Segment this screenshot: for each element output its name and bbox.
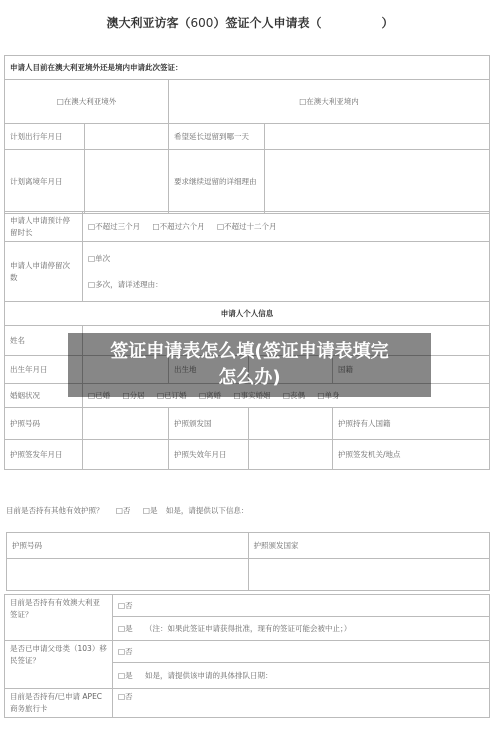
marital-engaged[interactable]: □已订婚 xyxy=(156,390,187,400)
form-title-num: 600 xyxy=(190,16,214,30)
issue-country-label: 护照颁发国 xyxy=(169,408,249,440)
dob-label: 出生年月日 xyxy=(5,356,83,384)
extend-reason-label: 要求继续逗留的详细理由 xyxy=(169,150,265,214)
aus-visa-label: 目前是否持有有效澳大利亚签证？ xyxy=(5,595,113,641)
other-passport-number-field[interactable] xyxy=(7,559,249,591)
form-title-end: ） xyxy=(381,16,394,30)
plan-leave-field[interactable] xyxy=(85,150,169,214)
other-passport-note: 如是，请提供以下信息： xyxy=(165,506,249,515)
location-question: 申请人目前在澳大利亚境外还是境内申请此次签证： xyxy=(5,56,490,80)
form-title-main: 澳大利亚访客（ xyxy=(106,16,191,30)
parent-visa-label: 是否已申请父母类（103）移民签证？ xyxy=(5,641,113,689)
entries-label: 申请人申请停留次数 xyxy=(5,242,83,302)
overlay-line-1: 签证申请表怎么填(签证申请表填完 xyxy=(110,341,389,362)
plan-depart-field[interactable] xyxy=(85,124,169,150)
issue-country-field[interactable] xyxy=(249,408,333,440)
other-passport-number-label: 护照号码 xyxy=(7,533,249,559)
overlay-line-2: 怎么办) xyxy=(218,367,281,388)
apec-no[interactable]: □否 xyxy=(113,689,490,718)
issue-date-label: 护照签发年月日 xyxy=(5,440,83,470)
parent-visa-yes[interactable]: □是 xyxy=(118,670,133,680)
other-passport-no[interactable]: □否 xyxy=(115,506,131,515)
other-passport-country-label: 护照颁发国家 xyxy=(248,533,490,559)
article-title-overlay xyxy=(68,333,431,397)
expiry-date-label: 护照失效年月日 xyxy=(169,440,249,470)
stay-6-months[interactable]: □不超过六个月 xyxy=(152,221,205,231)
marital-label: 婚姻状况 xyxy=(5,384,83,408)
parent-visa-note: 如是，请提供该申请的具体排队日期： xyxy=(144,670,273,680)
extend-reason-field[interactable] xyxy=(265,150,490,214)
plan-leave-label: 计划离境年月日 xyxy=(5,150,85,214)
expiry-date-field[interactable] xyxy=(249,440,333,470)
holder-nationality-label: 护照持有人国籍 xyxy=(333,408,490,440)
form-title xyxy=(0,14,500,31)
entries-multiple[interactable]: □多次，请详述理由： xyxy=(88,279,163,289)
marital-separated[interactable]: □分居 xyxy=(122,390,145,400)
aus-visa-no[interactable]: □否 xyxy=(113,595,490,617)
birthplace-label: 出生地 xyxy=(169,356,249,384)
entries-single[interactable]: □单次 xyxy=(88,253,111,263)
aus-visa-note: （注：如果此签证申请获得批准，现有的签证可能会被中止；） xyxy=(144,623,352,633)
form-title-mid: ）签证个人申请表（ xyxy=(213,16,322,30)
marital-married[interactable]: □已婚 xyxy=(88,390,111,400)
marital-divorced[interactable]: □离婚 xyxy=(198,390,222,400)
other-passport-yes[interactable]: □是 xyxy=(142,506,158,515)
stay-3-months[interactable]: □不超过三个月 xyxy=(88,221,141,231)
plan-depart-label: 计划出行年月日 xyxy=(5,124,85,150)
aus-visa-yes[interactable]: □是 xyxy=(118,623,133,633)
passport-number-field[interactable] xyxy=(83,408,169,440)
name-label: 姓名 xyxy=(5,326,83,356)
issue-authority-label: 护照签发机关/地点 xyxy=(333,440,490,470)
option-inside[interactable]: □在澳大利亚境内 xyxy=(169,80,490,124)
marital-widowed[interactable]: □丧偶 xyxy=(282,390,306,400)
location-table xyxy=(4,55,490,214)
other-passport-question: 目前是否持有其他有效护照？ xyxy=(6,506,104,515)
extend-until-field[interactable] xyxy=(265,124,490,150)
extend-until-label: 希望延长逗留到哪一天 xyxy=(169,124,265,150)
visa-table xyxy=(4,594,490,718)
other-passport-country-field[interactable] xyxy=(248,559,490,591)
nationality-label: 国籍 xyxy=(333,356,490,384)
stay-12-months[interactable]: □不超过十二个月 xyxy=(216,221,277,231)
passport-number-label: 护照号码 xyxy=(5,408,83,440)
stay-duration-label: 申请人申请预计停留时长 xyxy=(5,212,83,242)
issue-date-field[interactable] xyxy=(83,440,169,470)
personal-info-header: 申请人个人信息 xyxy=(5,302,490,326)
marital-de-facto[interactable]: □事实婚姻 xyxy=(233,390,271,400)
option-outside[interactable]: □在澳大利亚境外 xyxy=(5,80,169,124)
other-passport-details xyxy=(6,532,490,591)
marital-single[interactable]: □单身 xyxy=(317,390,340,400)
parent-visa-no[interactable]: □否 xyxy=(113,641,490,663)
apec-label: 目前是否持有/已申请 APEC 商务旅行卡 xyxy=(5,689,113,718)
other-passport-table xyxy=(4,500,490,522)
